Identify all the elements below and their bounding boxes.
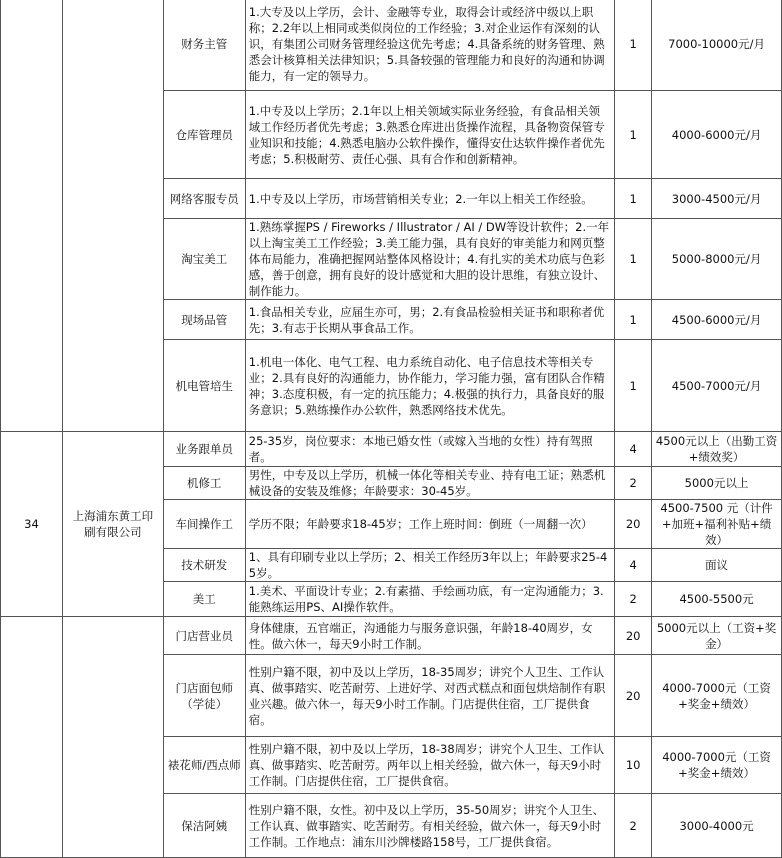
requirement-cell: 1.美术、平面设计专业；2.有素描、手绘画功底，有一定沟通能力；3.能熟练运用PS、AI操作软件。	[245, 582, 614, 617]
job-table-body	[1, 0, 782, 858]
headcount-cell: 1	[615, 91, 652, 179]
headcount-cell: 20	[615, 655, 652, 737]
requirement-cell: 1、具有印刷专业以上学历；2、相关工作经历3年以上；年龄要求25-45岁。	[245, 549, 614, 582]
position-cell: 门店营业员	[163, 617, 245, 655]
salary-cell: 7000-10000元/月	[652, 0, 782, 91]
requirement-cell: 1.食品相关专业，应届生亦可，男；2.有食品检验相关证书和职称者优先；3.有志于长期从事食品工作。	[245, 300, 614, 340]
salary-cell: 面议	[652, 549, 782, 582]
salary-cell: 4500-6000元/月	[652, 300, 782, 340]
salary-cell: 4500元以上（出勤工资+绩效奖）	[652, 432, 782, 467]
requirement-cell: 1.中专及以上学历；2.1年以上相关领域实际业务经验，有食品相关领域工作经历者优先考虑；3.熟悉仓库进出货操作流程，具备物资保管专业知识和技能；4.熟悉电脑办公软件操作，懂得安仕达软件操作者优先考虑；5.积极耐劳、责任心强、具有合作和创新精神。	[245, 91, 614, 179]
position-cell: 车间操作工	[163, 500, 245, 549]
company-name-cell	[62, 617, 163, 858]
salary-cell: 4000-6000元/月	[652, 91, 782, 179]
salary-cell: 5000元以上	[652, 467, 782, 500]
position-cell: 仓库管理员	[163, 91, 245, 179]
position-cell: 网络客服专员	[163, 179, 245, 219]
position-cell: 美工	[163, 582, 245, 617]
company-name-cell: 上海浦东黄工印刷有限公司	[62, 432, 163, 617]
headcount-cell: 1	[615, 300, 652, 340]
headcount-cell: 4	[615, 549, 652, 582]
position-cell: 淘宝美工	[163, 219, 245, 300]
requirement-cell: 1.中专及以上学历，市场营销相关专业；2.一年以上相关工作经验。	[245, 179, 614, 219]
salary-cell: 4500-5500元	[652, 582, 782, 617]
table-row	[1, 0, 782, 91]
requirement-cell: 25-35岁，岗位要求：本地已婚女性（或嫁入当地的女性）持有驾照者。	[245, 432, 614, 467]
headcount-cell: 2	[615, 467, 652, 500]
salary-cell: 4500-7000元/月	[652, 340, 782, 432]
salary-cell: 5000元以上（工资+奖金）	[652, 617, 782, 655]
headcount-cell: 20	[615, 617, 652, 655]
position-cell: 业务跟单员	[163, 432, 245, 467]
table-row	[1, 432, 782, 467]
salary-cell: 4000-7000元（工资+奖金+绩效）	[652, 737, 782, 794]
headcount-cell: 20	[615, 500, 652, 549]
headcount-cell: 1	[615, 340, 652, 432]
table-row	[1, 617, 782, 655]
headcount-cell: 2	[615, 582, 652, 617]
salary-cell: 4000-7000元（工资+奖金+绩效）	[652, 655, 782, 737]
headcount-cell: 1	[615, 0, 652, 91]
headcount-cell: 2	[615, 794, 652, 858]
requirement-cell: 1.机电一体化、电气工程、电力系统自动化、电子信息技术等相关专业；2.具有良好的沟通能力，协作能力，学习能力强，富有团队合作精神；3.态度积极，有一定的抗压能力；4.极强的执行力，具备良好的服务意识；5.熟练操作办公软件，熟悉网络技术优先。	[245, 340, 614, 432]
position-cell: 裱花师/西点师	[163, 737, 245, 794]
requirement-cell: 性别户籍不限，初中及以上学历，18-35周岁；讲究个人卫生、工作认真、做事踏实、吃苦耐劳、上进好学、对西式糕点和面包烘焙制作有职业兴趣。做六休一，每天9小时工作制。门店提供住宿，工厂提供食宿。	[245, 655, 614, 737]
row-number-cell: 34	[1, 432, 63, 617]
requirement-cell: 1.大专及以上学历，会计、金融等专业，取得会计或经济中级以上职称；2.2年以上相同或类似岗位的工作经验；3.对企业运作有深刻的认识，有集团公司财务管理经验这优先考虑；4.具备系统的财务管理、熟悉会计核算相关法律知识；5.具备较强的管理能力和良好的沟通和协调能力，有一定的领导力。	[245, 0, 614, 91]
salary-cell: 5000-8000元/月	[652, 219, 782, 300]
position-cell: 机电管培生	[163, 340, 245, 432]
headcount-cell: 10	[615, 737, 652, 794]
headcount-cell: 1	[615, 179, 652, 219]
company-name-cell	[62, 0, 163, 432]
position-cell: 机修工	[163, 467, 245, 500]
row-number-cell	[1, 0, 63, 432]
position-cell: 财务主管	[163, 0, 245, 91]
salary-cell: 3000-4500元/月	[652, 179, 782, 219]
requirement-cell: 1.熟练掌握PS / Fireworks / Illustrator / AI / DW等设计软件；2.一年以上淘宝美工工作经验；3.美工能力强，具有良好的审美能力和网页整体布局能力，准确把握网站整体风格设计；4.有扎实的美术功底与色彩感，善于创意，拥有良好的设计感觉和大胆的设计思维，有独立设计、制作能力。	[245, 219, 614, 300]
position-cell: 保洁阿姨	[163, 794, 245, 858]
salary-cell: 3000-4000元	[652, 794, 782, 858]
salary-cell: 4500-7500 元（计件+加班+福利补贴+绩效）	[652, 500, 782, 549]
headcount-cell: 1	[615, 219, 652, 300]
position-cell: 现场品管	[163, 300, 245, 340]
requirement-cell: 身体健康，五官端正，沟通能力与服务意识强，年龄18-40周岁，女性。做六休一，每天9小时工作制。	[245, 617, 614, 655]
requirement-cell: 男性，中专及以上学历，机械一体化等相关专业、持有电工证；熟悉机械设备的安装及维修；年龄要求：30-45岁。	[245, 467, 614, 500]
row-number-cell	[1, 617, 63, 858]
requirement-cell: 性别户籍不限，初中及以上学历，18-38周岁；讲究个人卫生、工作认真、做事踏实、吃苦耐劳。两年以上相关经验，做六休一，每天9小时工作制。门店提供住宿，工厂提供食宿。	[245, 737, 614, 794]
headcount-cell: 4	[615, 432, 652, 467]
requirement-cell: 学历不限；年龄要求18-45岁；工作上班时间：倒班（一周翻一次）	[245, 500, 614, 549]
position-cell: 技术研发	[163, 549, 245, 582]
requirement-cell: 性别户籍不限，女性。初中及以上学历，35-50周岁；讲究个人卫生、工作认真、做事踏实、吃苦耐劳。有相关经验，做六休一，每天9小时工作制。工作地点：浦东川沙牌楼路158号，工厂提供食宿。	[245, 794, 614, 858]
position-cell: 门店面包师（学徒）	[163, 655, 245, 737]
